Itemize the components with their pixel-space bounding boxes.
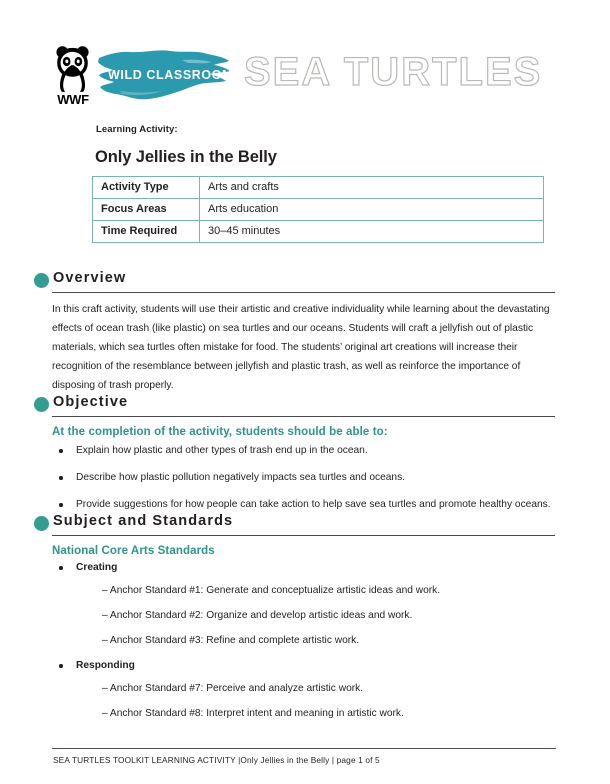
section-divider [52, 535, 555, 536]
wild-classroom-label: WILD CLASSROOM [108, 68, 234, 82]
bullet-dot-icon [59, 503, 63, 507]
bullet-circle-icon [34, 516, 49, 531]
section-title: Objective [53, 394, 129, 410]
standard-item: – Anchor Standard #1: Generate and conceptualize artistic ideas and work. [102, 585, 441, 596]
standards-list [56, 561, 576, 732]
section-divider [52, 416, 555, 417]
list-item [56, 444, 576, 458]
standards-group-name: Responding [76, 660, 135, 671]
standards-subheading: National Core Arts Standards [52, 545, 215, 557]
bullet-circle-icon [34, 273, 49, 288]
bullet-dot-icon [59, 476, 63, 480]
overview-text: In this craft activity, students will use their artistic and creative individuality while learning about the devastating effects of ocean trash (like plastic) on sea turtles and our oceans. Students will craft a jellyfish out of plastic materials, which sea turtles often mistake for food. The students’ original art creations will increase their recognition of the resemblance between jellyfish and plastic trash, as well as reinforce the importance of disposing of trash properly. [52, 304, 550, 391]
wwf-wordmark: WWF [57, 92, 89, 107]
footer-text: SEA TURTLES TOOLKIT LEARNING ACTIVITY |Only Jellies in the Belly | page 1 of 5 [53, 755, 380, 765]
standards-group-name: Creating [76, 562, 118, 573]
activity-info-table [92, 176, 544, 243]
standard-item: – Anchor Standard #3: Refine and complete artistic work. [102, 635, 360, 646]
list-item-label: Describe how plastic pollution negatively impacts sea turtles and oceans. [76, 472, 406, 483]
section-header [34, 270, 576, 294]
learning-activity-label: Learning Activity: [96, 124, 178, 135]
section-title: Subject and Standards [53, 513, 234, 529]
section-header [34, 394, 576, 418]
page-header [0, 0, 610, 118]
table-row [93, 177, 544, 199]
table-cell-key: Time Required [93, 221, 200, 243]
standards-group-items [56, 682, 576, 721]
standard-item: – Anchor Standard #2: Organize and develop artistic ideas and work. [102, 610, 413, 621]
bullet-circle-icon [34, 397, 49, 412]
activity-title: Only Jellies in the Belly [95, 148, 277, 166]
table-row [93, 199, 544, 221]
table-cell-value: Arts education [200, 199, 544, 221]
list-item-label: Provide suggestions for how people can take action to help save sea turtles and promote healthy oceans. [76, 499, 551, 510]
page-title: SEA TURTLES [244, 50, 543, 94]
section-title: Overview [53, 270, 127, 286]
section-divider [52, 292, 555, 293]
section-objective [34, 394, 576, 510]
bullet-dot-icon [59, 566, 63, 570]
standard-item: – Anchor Standard #7: Perceive and analyze artistic work. [102, 683, 364, 694]
section-overview [34, 270, 576, 391]
list-item [56, 561, 576, 575]
section-header [34, 513, 576, 537]
table-row [93, 221, 544, 243]
standards-group-items [56, 584, 576, 648]
table-cell-key: Focus Areas [93, 199, 200, 221]
standard-item: – Anchor Standard #8: Interpret intent and meaning in artistic work. [102, 708, 404, 719]
list-item-label: Explain how plastic and other types of trash end up in the ocean. [76, 445, 368, 456]
list-item [56, 498, 576, 512]
footer-divider [52, 748, 556, 749]
objective-subheading: At the completion of the activity, students should be able to: [52, 426, 388, 438]
list-item [56, 471, 576, 485]
table-cell-value: Arts and crafts [200, 177, 544, 199]
table-cell-value: 30–45 minutes [200, 221, 544, 243]
list-item [56, 659, 576, 673]
bullet-dot-icon [59, 449, 63, 453]
table-cell-key: Activity Type [93, 177, 200, 199]
bullet-dot-icon [59, 664, 63, 668]
section-subject-and-standards [34, 513, 576, 719]
